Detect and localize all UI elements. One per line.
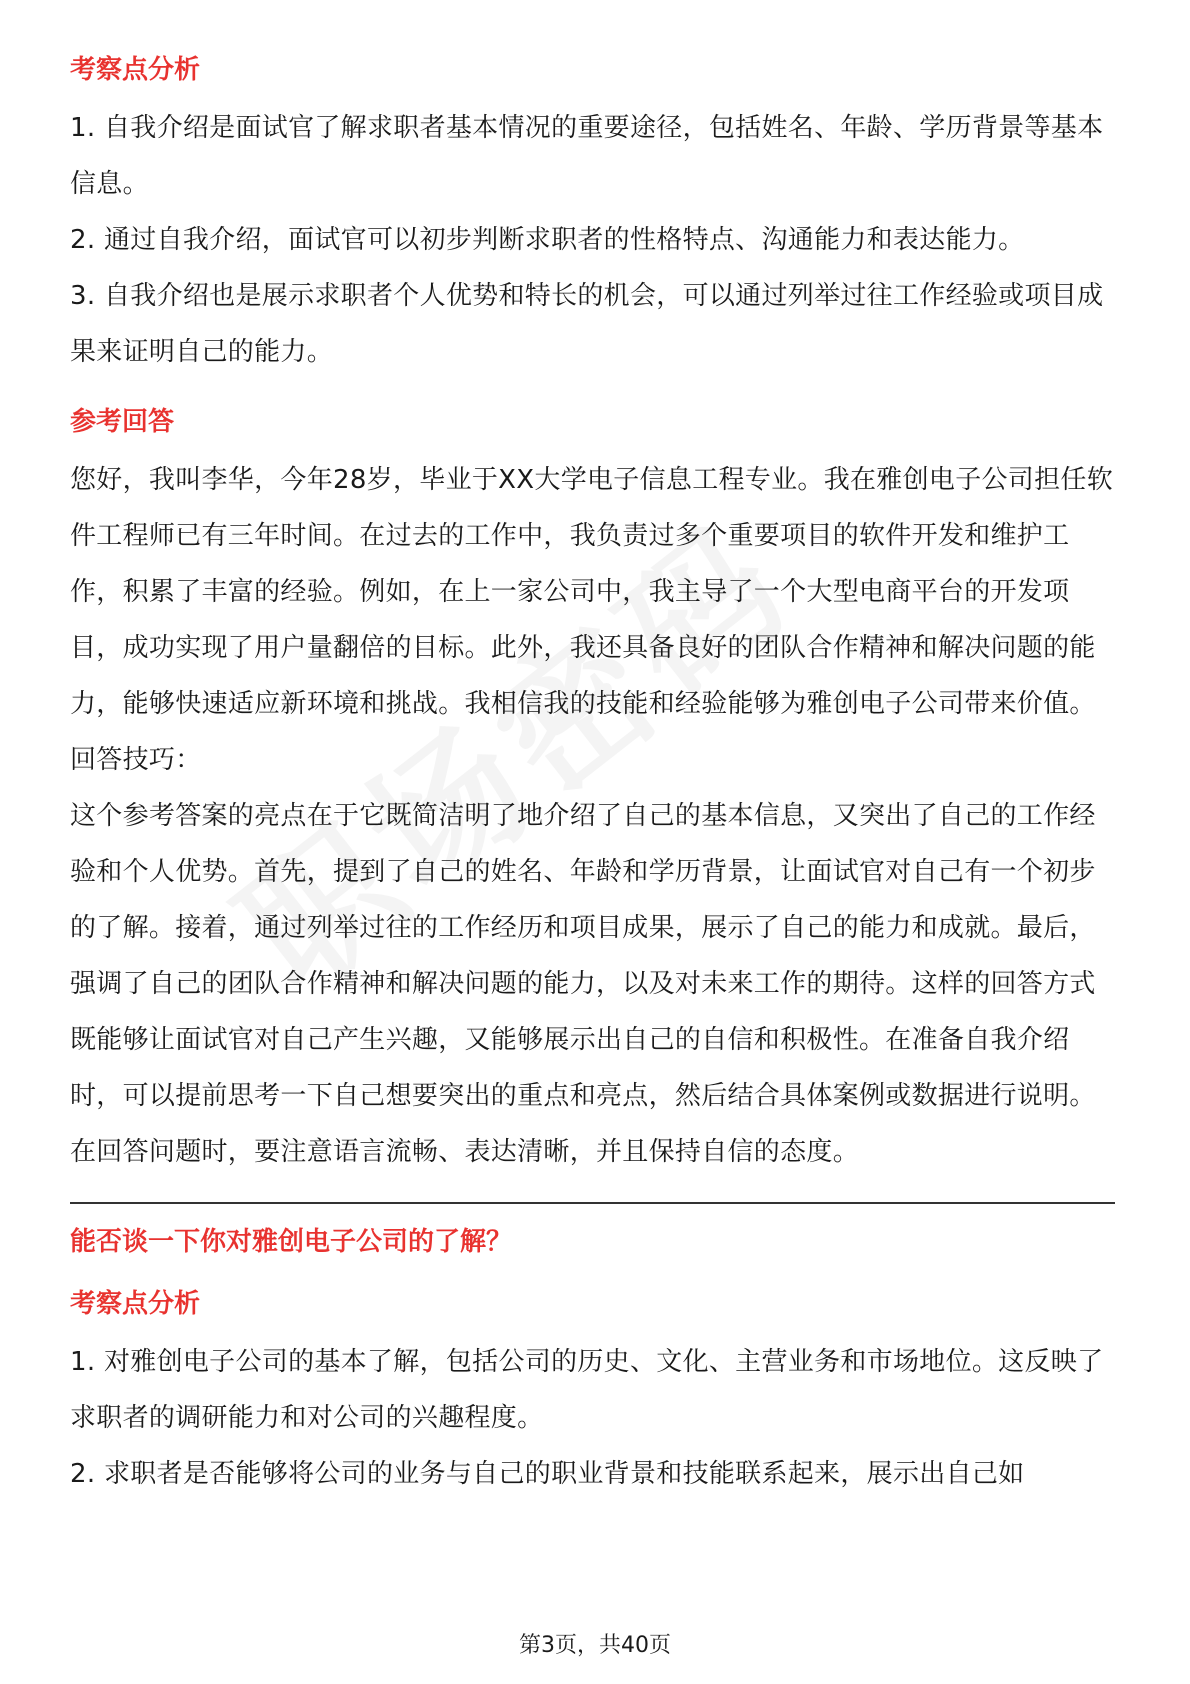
question-title: 能否谈一下你对雅创电子公司的了解？ bbox=[70, 1227, 513, 1257]
tips-text: 这个参考答案的亮点在于它既简洁明了地介绍了自己的基本信息，又突出了自己的工作经验和个人优势。首先，提到了自己的姓名、年龄和学历背景，让面试官对自己有一个初步的了解。接着，通过列举过往的工作经历和项目成果，展示了自己的能力和成就。最后，强调了自己的团队合作精神和解决问题的能力，以及对未来工作的期待。这样的回答方式既能够让面试官对自己产生兴趣，又能够展示出自己的自信和积极性。在准备自我介绍时，可以提前思考一下自己想要突出的重点和亮点，然后结合具体案例或数据进行说明。在回答问题时，要注意语言流畅、表达清晰，并且保持自信的态度。 bbox=[70, 801, 1096, 1167]
section-divider bbox=[70, 1202, 1115, 1204]
tips-label: 回答技巧： bbox=[70, 745, 202, 775]
analysis-item-2: 2. 通过自我介绍，面试官可以初步判断求职者的性格特点、沟通能力和表达能力。 bbox=[70, 225, 1025, 255]
section-heading-analysis-2: 考察点分析 bbox=[70, 1289, 201, 1319]
analysis-item-3: 3. 自我介绍也是展示求职者个人优势和特长的机会，可以通过列举过往工作经验或项目成果来证明自己的能力。 bbox=[70, 281, 1104, 367]
analysis-item-q2-1: 1. 对雅创电子公司的基本了解，包括公司的历史、文化、主营业务和市场地位。这反映了求职者的调研能力和对公司的兴趣程度。 bbox=[70, 1347, 1104, 1433]
page-number: 第3页，共40页 bbox=[519, 1633, 671, 1658]
section-heading-analysis: 考察点分析 bbox=[70, 55, 201, 85]
analysis-item-1: 1. 自我介绍是面试官了解求职者基本情况的重要途径，包括姓名、年龄、学历背景等基本信息。 bbox=[70, 113, 1104, 199]
page-content bbox=[70, 50, 1115, 1502]
analysis-item-q2-2: 2. 求职者是否能够将公司的业务与自己的职业背景和技能联系起来，展示出自己如 bbox=[70, 1459, 1025, 1489]
section-heading-answer: 参考回答 bbox=[70, 407, 175, 437]
reference-answer: 您好，我叫李华，今年28岁，毕业于XX大学电子信息工程专业。我在雅创电子公司担任软件工程师已有三年时间。在过去的工作中，我负责过多个重要项目的软件开发和维护工作，积累了丰富的经验。例如，在上一家公司中，我主导了一个大型电商平台的开发项目，成功实现了用户量翻倍的目标。此外，我还具备良好的团队合作精神和解决问题的能力，能够快速适应新环境和挑战。我相信我的技能和经验能够为雅创电子公司带来价值。 bbox=[70, 465, 1114, 719]
